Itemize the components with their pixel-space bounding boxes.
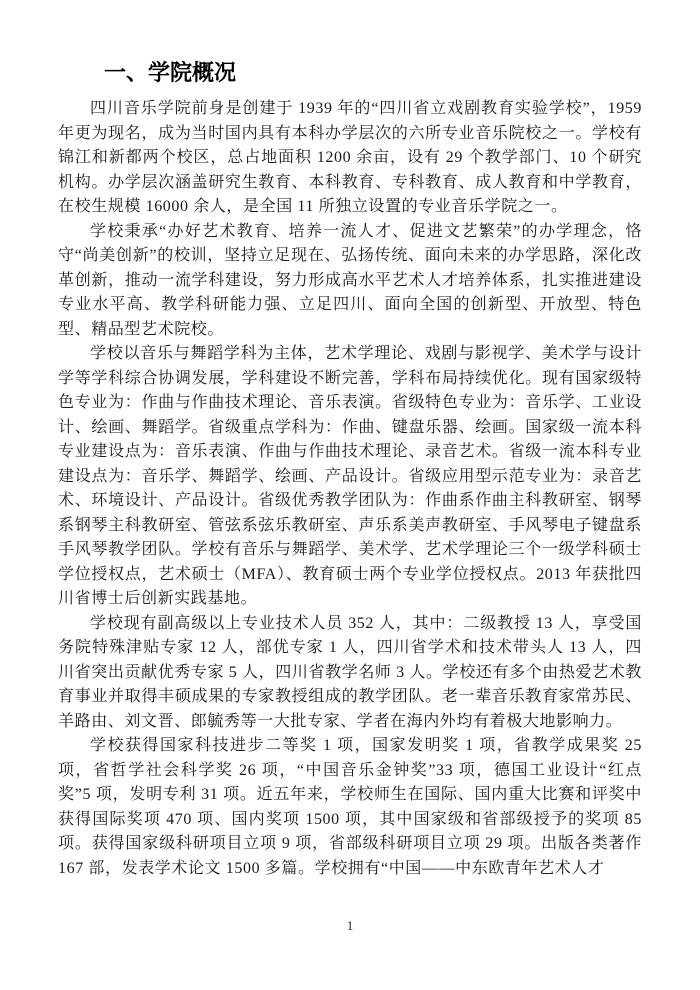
paragraph-faculty: 学校现有副高级以上专业技术人员 352 人，其中：二级教授 13 人，享受国务院特殊津贴专家 12 人，部优专家 1 人，四川省学术和技术带头人 13 人，四川省突出贡献优秀专家 5 人，四川省教学名师 3 人。学校还有多个由热爱艺术教育事业并取得丰硕成果的专家教授组成的教学团队。老一辈音乐教育家常苏民、羊路由、刘文晋、郎毓秀等一大批专家、学者在海内外均有着极大地影响力。: [58, 614, 642, 730]
document-body: [58, 58, 642, 881]
paragraph-philosophy: 学校秉承“办好艺术教育、培养一流人才、促进文艺繁荣”的办学理念，恪守“尚美创新”的校训，坚持立足现在、弘扬传统、面向未来的办学思路，深化改革创新，推动一流学科建设，努力形成高水平艺术人才培养体系，扎实推进建设专业水平高、教学科研能力强、立足四川、面向全国的创新型、开放型、特色型、精品型艺术院校。: [58, 222, 642, 338]
paragraph-overview: 四川音乐学院前身是创建于 1939 年的“四川省立戏剧教育实验学校”，1959 年更为现名，成为当时国内具有本科办学层次的六所专业音乐院校之一。学校有锦江和新都两个校区，总占地面积 1200 余亩，设有 29 个教学部门、10 个研究机构。办学层次涵盖研究生教育、本科教育、专科教育、成人教育和中学教育，在校生规模 16000 余人，是全国 11 所独立设置的专业音乐学院之一。: [58, 100, 642, 215]
paragraph-disciplines: 学校以音乐与舞蹈学科为主体，艺术学理论、戏剧与影视学、美术学与设计学等学科综合协调发展，学科建设不断完善，学科布局持续优化。现有国家级特色专业为：作曲与作曲技术理论、音乐表演。省级特色专业为：音乐学、工业设计、绘画、舞蹈学。省级重点学科为：作曲、键盘乐器、绘画。国家级一流本科专业建设点为：音乐表演、作曲与作曲技术理论、录音艺术。省级一流本科专业建设点为：音乐学、舞蹈学、绘画、产品设计。省级应用型示范专业为：录音艺术、环境设计、产品设计。省级优秀教学团队为：作曲系作曲主科教研室、钢琴系钢琴主科教研室、管弦系弦乐教研室、声乐系美声教研室、手风琴电子键盘系手风琴教学团队。学校有音乐与舞蹈学、美术学、艺术学理论三个一级学科硕士学位授权点，艺术硕士（MFA）、教育硕士两个专业学位授权点。2013 年获批四川省博士后创新实践基地。: [58, 345, 642, 607]
page-number: 1: [346, 918, 354, 933]
section-heading: 一、学院概况: [104, 60, 237, 85]
paragraph-awards: 学校获得国家科技进步二等奖 1 项，国家发明奖 1 项，省教学成果奖 25 项，省哲学社会科学奖 26 项，“中国音乐金钟奖”33 项，德国工业设计“红点奖”5 项，发明专利 31 项。近五年来，学校师生在国际、国内重大比赛和评奖中获得国际奖项 470 项、国内奖项 1500 项，其中国家级和省部级授予的奖项 85 项。获得国家级科研项目立项 9 项，省部级科研项目立项 29 项。出版各类著作 167 部，发表学术论文 1500 多篇。学校拥有“中国——中东欧青年艺术人才: [58, 737, 642, 877]
